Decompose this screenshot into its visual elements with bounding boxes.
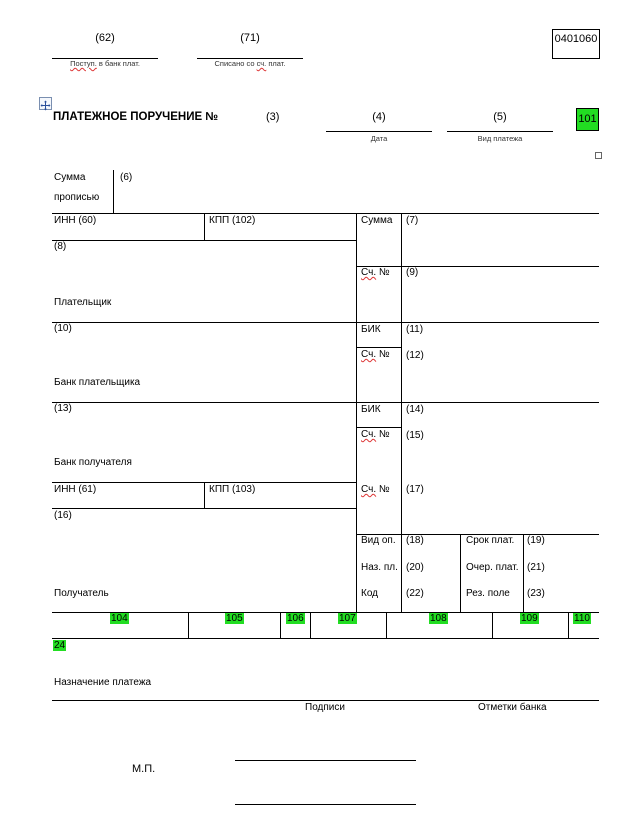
budget-field-104[interactable]: 104 [111, 613, 128, 624]
sum-field[interactable]: (7) [406, 215, 419, 226]
payer-label: Плательщик [54, 297, 112, 308]
due-field[interactable]: (19) [527, 535, 545, 546]
payee-account-label: Сч. № [361, 484, 390, 495]
payment-kind-label: Вид платежа [477, 134, 523, 143]
row-line-inn2 [52, 508, 356, 509]
date-field[interactable]: (4) [372, 111, 386, 123]
budget-divider-6 [568, 612, 569, 638]
payer-kpp-label[interactable]: КПП (102) [209, 215, 256, 226]
row-line-bik2 [356, 427, 401, 428]
purpose-code-label: Наз. пл. [361, 562, 398, 573]
payer-bank-label: Банк плательщика [54, 377, 141, 388]
budget-field-110[interactable]: 110 [574, 613, 590, 624]
op-type-field[interactable]: (18) [406, 535, 424, 546]
col-divider-3 [460, 534, 461, 613]
small-square-icon [595, 152, 602, 159]
payee-bank-label: Банк получателя [54, 457, 132, 468]
received-label: Поступ. в банк плат. [70, 59, 140, 68]
op-type-label: Вид оп. [361, 535, 396, 546]
payee-bank-account-label: Сч. № [361, 429, 390, 440]
payee-label: Получатель [54, 588, 109, 599]
code-field[interactable]: (22) [406, 588, 424, 599]
payee-bik-field[interactable]: (14) [406, 404, 424, 415]
row-line-sum [356, 266, 599, 267]
budget-field-106[interactable]: 106 [287, 613, 304, 624]
budget-divider-3 [310, 612, 311, 638]
row-line-inn [52, 240, 356, 241]
payee-name-field[interactable]: (16) [54, 510, 72, 521]
status-field-101[interactable]: 101 [576, 108, 599, 131]
budget-field-109[interactable]: 109 [521, 613, 538, 624]
signature-line-2[interactable] [235, 804, 416, 805]
budget-divider-2 [280, 612, 281, 638]
payer-bank-field[interactable]: (10) [54, 323, 72, 334]
priority-label: Очер. плат. [466, 562, 519, 573]
sum-label: Сумма [361, 215, 393, 226]
purpose-field[interactable]: 24 [54, 640, 66, 651]
payer-account-field[interactable]: (9) [406, 267, 419, 278]
debited-label: Списано со сч. плат. [214, 59, 286, 68]
row-line-1 [52, 213, 599, 214]
bank-marks-label: Отметки банка [478, 702, 547, 713]
signature-line-1[interactable] [235, 760, 416, 761]
move-cross-svg [40, 100, 51, 111]
row-line-8 [52, 700, 599, 701]
amount-words-field[interactable]: (6) [120, 172, 133, 183]
amount-words-label-2: прописью [54, 192, 100, 203]
budget-divider-4 [386, 612, 387, 638]
payer-name-field[interactable]: (8) [54, 241, 67, 252]
row-line-7 [52, 638, 599, 639]
reserve-field[interactable]: (23) [527, 588, 545, 599]
col-divider-1 [356, 213, 357, 613]
payer-bik-label: БИК [361, 324, 381, 335]
payee-kpp-label[interactable]: КПП (103) [209, 484, 256, 495]
date-line [326, 131, 432, 132]
payer-bank-account-label: Сч. № [361, 349, 390, 360]
payer-account-label: Сч. № [361, 267, 390, 278]
received-date-field[interactable]: (62) [95, 32, 115, 44]
payer-bik-field[interactable]: (11) [406, 324, 424, 335]
purpose-code-field[interactable]: (20) [406, 562, 424, 573]
date-label: Дата [370, 134, 388, 143]
move-cross-icon[interactable] [39, 97, 52, 110]
budget-divider-1 [188, 612, 189, 638]
payee-bank-field[interactable]: (13) [54, 403, 72, 414]
signatures-label: Подписи [305, 702, 345, 713]
reserve-label: Рез. поле [466, 588, 510, 599]
row-line-3 [52, 402, 599, 403]
priority-field[interactable]: (21) [527, 562, 545, 573]
payer-inn-label[interactable]: ИНН (60) [54, 215, 97, 226]
budget-field-108[interactable]: 108 [430, 613, 447, 624]
due-label: Срок плат. [466, 535, 515, 546]
amount-words-divider [113, 170, 114, 214]
budget-field-107[interactable]: 107 [339, 613, 356, 624]
inn-kpp-divider-2 [204, 482, 205, 508]
payee-account-field[interactable]: (17) [406, 484, 424, 495]
row-line-6 [52, 612, 599, 613]
budget-field-105[interactable]: 105 [226, 613, 243, 624]
payment-kind-field[interactable]: (5) [493, 111, 507, 123]
order-number-field[interactable]: (3) [266, 111, 280, 123]
col-divider-2 [401, 213, 402, 613]
purpose-label: Назначение платежа [54, 677, 152, 688]
stamp-label: М.П. [132, 763, 156, 775]
col-divider-4 [523, 534, 524, 613]
document-title: ПЛАТЕЖНОЕ ПОРУЧЕНИЕ № [53, 111, 219, 123]
form-code-box: 0401060 [552, 29, 600, 59]
payee-inn-label[interactable]: ИНН (61) [54, 484, 97, 495]
amount-words-label-1: Сумма [54, 172, 86, 183]
payment-kind-line [447, 131, 553, 132]
row-line-2 [52, 322, 599, 323]
payee-bank-account-field[interactable]: (15) [406, 430, 424, 441]
payer-bank-account-field[interactable]: (12) [406, 350, 424, 361]
payee-bik-label: БИК [361, 404, 381, 415]
row-line-bik1 [356, 347, 401, 348]
inn-kpp-divider [204, 213, 205, 240]
debited-date-field[interactable]: (71) [240, 32, 260, 44]
code-label: Код [361, 588, 379, 599]
budget-divider-5 [492, 612, 493, 638]
